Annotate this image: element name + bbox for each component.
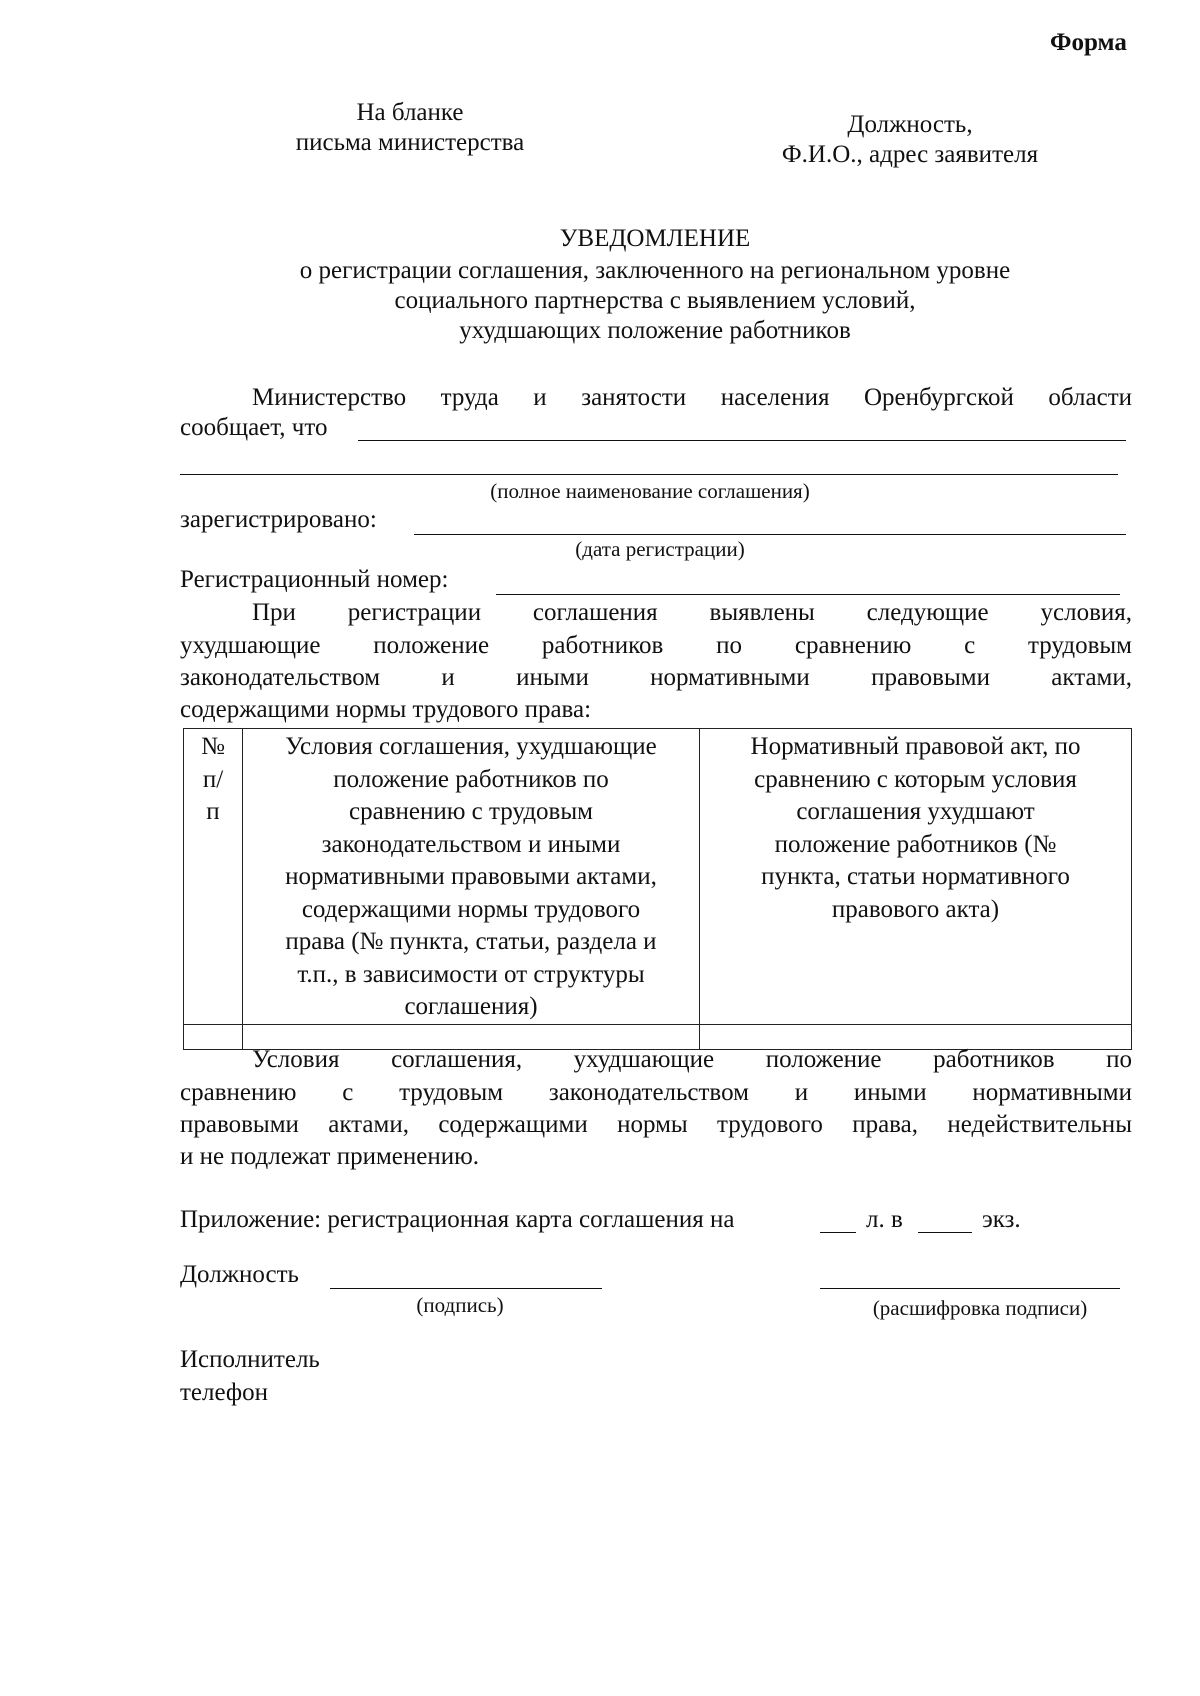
caption-signature-decoding: (расшифровка подписи)	[872, 1296, 1088, 1320]
header-right-line: Должность,	[847, 111, 973, 138]
registration-date-blank[interactable]	[414, 534, 1126, 535]
subtitle-line: о регистрации соглашения, заключенного на региональном уровне	[299, 257, 1011, 284]
caption-registration-date: (дата регистрации)	[575, 537, 745, 561]
table-header-row	[184, 729, 1132, 1025]
executor-label: Исполнитель	[180, 1346, 320, 1373]
phone-label: телефон	[180, 1379, 268, 1406]
registration-number-blank[interactable]	[496, 594, 1120, 595]
form-label: Форма	[1050, 29, 1127, 56]
intro-line: сообщает, что	[180, 414, 328, 441]
paragraph2-line: правовыми актами, содержащими нормы трудового права, недействительны	[180, 1111, 1132, 1138]
position-label: Должность	[180, 1261, 299, 1288]
caption-signature: (подпись)	[416, 1293, 504, 1317]
header-left-line: письма министерства	[295, 129, 525, 156]
paragraph2-line: Условия соглашения, ухудшающие положение работников по	[252, 1046, 1132, 1073]
paragraph2-line: и не подлежат применению.	[180, 1143, 480, 1170]
table-header-normative-act: Нормативный правовой акт, по сравнению с которым условия соглашения ухудшают положение работников (№ пункта, статьи нормативного правового акта)	[700, 729, 1132, 1025]
paragraph1-line: При регистрации соглашения выявлены следующие условия,	[252, 599, 1132, 626]
conditions-table	[183, 728, 1132, 1050]
paragraph1-line: законодательством и иными нормативными правовыми актами,	[180, 664, 1132, 691]
paragraph1-line: ухудшающие положение работников по сравнению с трудовым	[180, 632, 1132, 659]
document-title: УВЕДОМЛЕНИЕ	[559, 225, 751, 252]
header-left-line: На бланке	[356, 99, 464, 126]
header-right	[740, 110, 1080, 170]
document-subtitle	[180, 256, 1130, 346]
registered-label: зарегистрировано:	[180, 506, 377, 533]
header-right-line: Ф.И.О., адрес заявителя	[781, 141, 1039, 168]
appendix-prefix: Приложение: регистрационная карта соглашения на	[180, 1206, 735, 1233]
paragraph2-line: сравнению с трудовым законодательством и иными нормативными	[180, 1079, 1132, 1106]
sheets-count-blank[interactable]	[820, 1232, 856, 1233]
caption-agreement-name: (полное наименование соглашения)	[490, 479, 810, 503]
agreement-name-blank[interactable]	[358, 440, 1126, 441]
appendix-copies-unit: экз.	[982, 1206, 1021, 1233]
agreement-name-blank[interactable]	[180, 474, 1118, 475]
subtitle-line: социального партнерства с выявлением условий,	[394, 287, 916, 314]
signature-blank[interactable]	[330, 1288, 602, 1289]
header-left	[240, 98, 580, 158]
signature-decoding-blank[interactable]	[820, 1288, 1120, 1289]
registration-number-label: Регистрационный номер:	[180, 566, 449, 593]
appendix-sheets-unit: л. в	[866, 1206, 903, 1233]
table-cell[interactable]	[184, 1024, 243, 1049]
subtitle-line: ухудшающих положение работников	[459, 317, 851, 344]
paragraph1-line: содержащими нормы трудового права:	[180, 696, 592, 723]
table-header-number: № п/ п	[184, 729, 243, 1025]
table-header-conditions: Условия соглашения, ухудшающие положение работников по сравнению с трудовым законодательством и иными нормативными правовыми актами, содержащими нормы трудового права (№ пункта, статьи, раздела и т.п., в зависимости от структуры соглашения)	[243, 729, 700, 1025]
intro-line: Министерство труда и занятости населения Оренбургской области	[252, 384, 1132, 411]
copies-count-blank[interactable]	[918, 1232, 972, 1233]
